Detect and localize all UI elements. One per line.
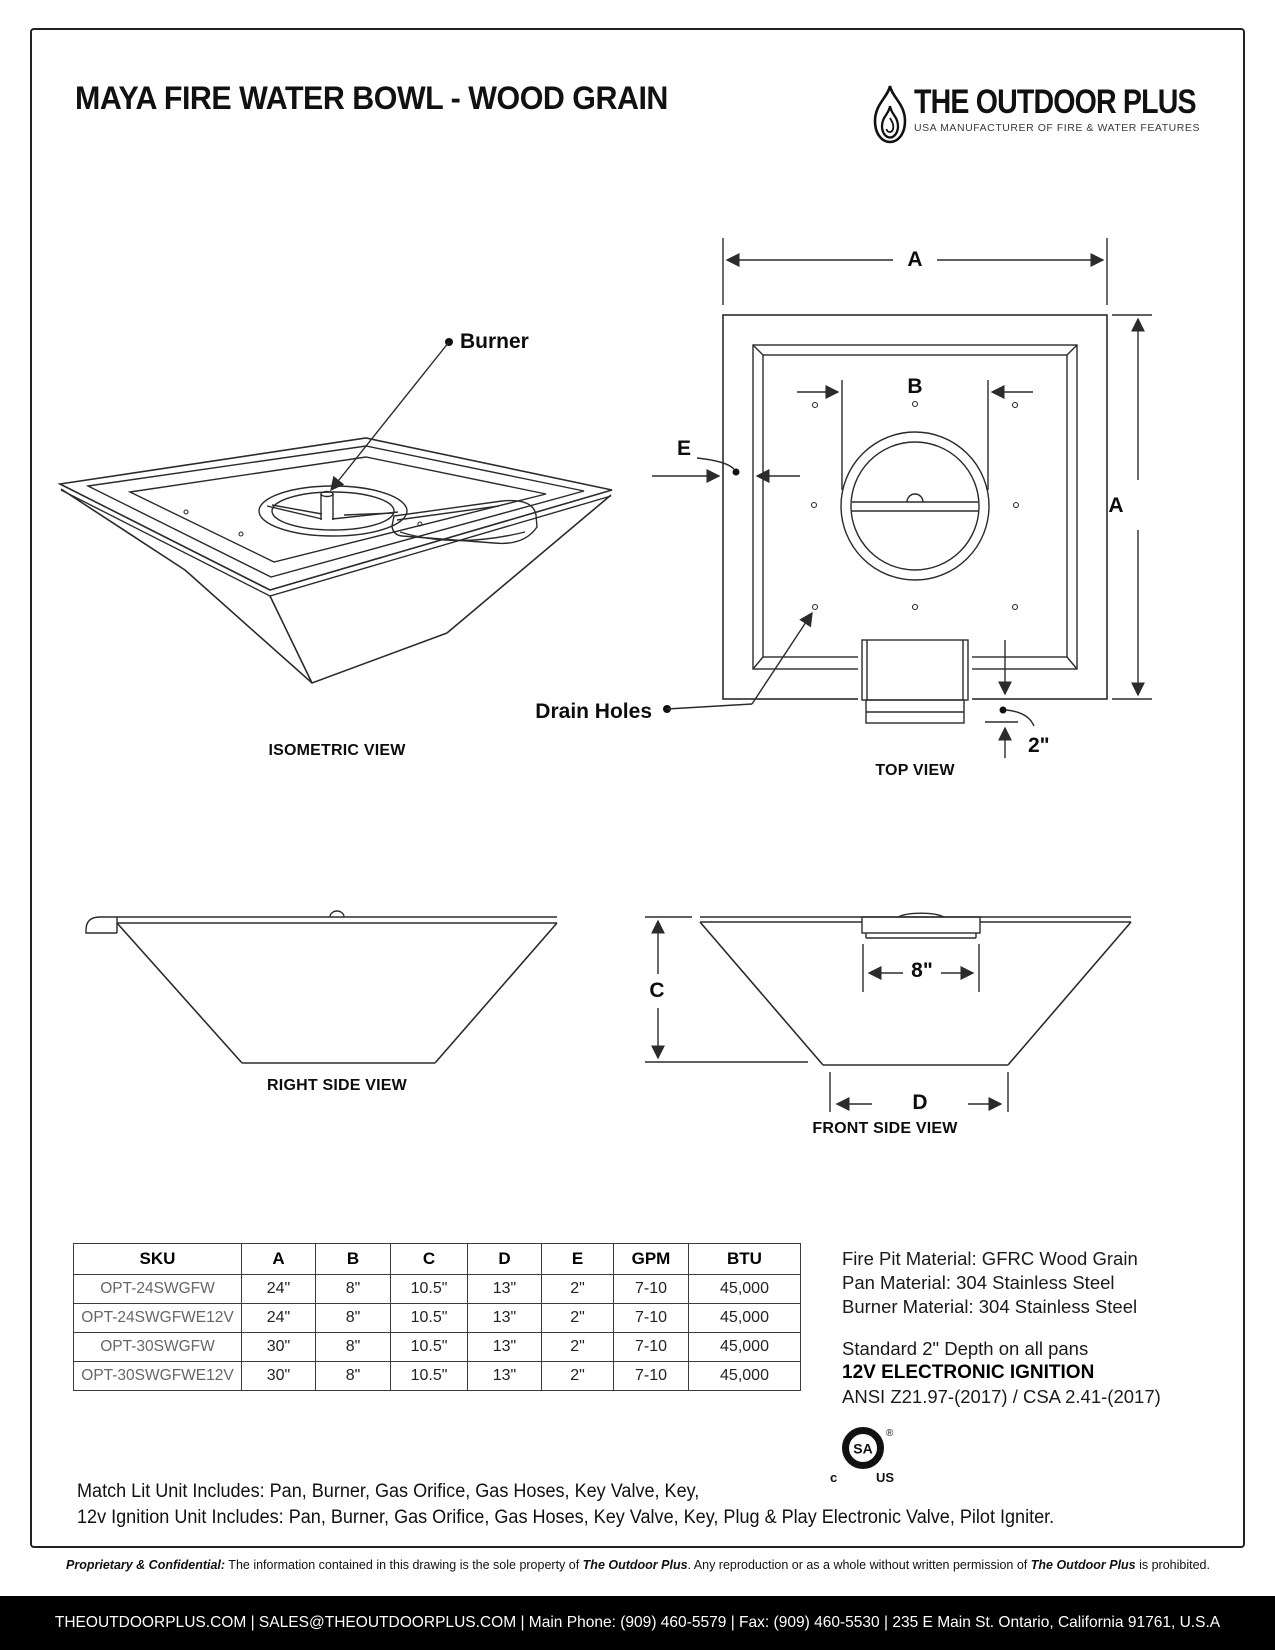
value-cell: 13" xyxy=(468,1362,542,1391)
value-cell: 8" xyxy=(316,1304,391,1333)
top-view-caption: TOP VIEW xyxy=(875,762,955,779)
dim-d-label: D xyxy=(912,1091,928,1114)
col-header-sku: SKU xyxy=(74,1244,242,1275)
page-title: MAYA FIRE WATER BOWL - WOOD GRAIN xyxy=(75,80,668,116)
value-cell: 7-10 xyxy=(614,1362,689,1391)
value-cell: 2" xyxy=(542,1333,614,1362)
proprietary-notice xyxy=(32,1558,1244,1572)
brand-name: THE OUTDOOR PLUS xyxy=(914,83,1196,121)
footer-contact-bar xyxy=(0,1596,1275,1650)
col-header-b: B xyxy=(316,1244,391,1275)
table-row xyxy=(74,1304,801,1333)
sku-cell: OPT-24SWGFW xyxy=(74,1275,242,1304)
col-header-d: D xyxy=(468,1244,542,1275)
value-cell: 45,000 xyxy=(689,1304,801,1333)
dim-spout-depth-label: 2" xyxy=(1028,734,1050,757)
dim-e-label: E xyxy=(676,437,691,460)
depth-note: Standard 2" Depth on all pans xyxy=(842,1338,1089,1359)
legal-brand2: The Outdoor Plus xyxy=(1030,1558,1136,1572)
material-pan: Pan Material: 304 Stainless Steel xyxy=(842,1272,1115,1293)
table-row xyxy=(74,1333,801,1362)
csa-mark-letters: SA xyxy=(853,1440,873,1457)
csa-certification-logo xyxy=(820,1422,916,1493)
ignition-12v-includes-line: 12v Ignition Unit Includes: Pan, Burner, Gas Orifice, Gas Hoses, Key Valve, Key, Plug & Play Electronic Valve, Pilot Igniter. xyxy=(77,1507,1055,1528)
value-cell: 7-10 xyxy=(614,1304,689,1333)
brand-tagline: USA MANUFACTURER OF FIRE & WATER FEATURES xyxy=(914,122,1201,134)
value-cell: 45,000 xyxy=(689,1362,801,1391)
table-row xyxy=(74,1362,801,1391)
value-cell: 30" xyxy=(242,1333,316,1362)
certification-note: ANSI Z21.97-(2017) / CSA 2.41-(2017) xyxy=(842,1386,1161,1407)
table-row xyxy=(74,1275,801,1304)
right-side-view-caption: RIGHT SIDE VIEW xyxy=(267,1077,407,1094)
value-cell: 10.5" xyxy=(391,1304,468,1333)
footer-contact-text: THEOUTDOORPLUS.COM | SALES@THEOUTDOORPLUS.COM | Main Phone: (909) 460-5579 | Fax: (909) 460-5530 | 235 E Main St. Ontario, California 91761, U.S.A xyxy=(54,1614,1221,1631)
csa-us-label: US xyxy=(876,1470,895,1485)
value-cell: 13" xyxy=(468,1275,542,1304)
value-cell: 2" xyxy=(542,1275,614,1304)
dim-b-label: B xyxy=(907,375,923,398)
dim-a-top-label: A xyxy=(907,248,923,271)
col-header-c: C xyxy=(391,1244,468,1275)
legal-body3: is prohibited. xyxy=(1135,1558,1210,1572)
col-header-a: A xyxy=(242,1244,316,1275)
material-burner: Burner Material: 304 Stainless Steel xyxy=(842,1296,1138,1317)
ignition-note: 12V ELECTRONIC IGNITION xyxy=(842,1362,1095,1383)
front-side-view-caption: FRONT SIDE VIEW xyxy=(812,1120,958,1137)
value-cell: 2" xyxy=(542,1362,614,1391)
legal-body2: . Any reproduction or as a whole without written permission of xyxy=(687,1558,1031,1572)
isometric-view-drawing xyxy=(60,338,612,683)
sku-cell: OPT-24SWGFWE12V xyxy=(74,1304,242,1333)
col-header-btu: BTU xyxy=(689,1244,801,1275)
value-cell: 10.5" xyxy=(391,1333,468,1362)
value-cell: 7-10 xyxy=(614,1333,689,1362)
spec-table-header-row xyxy=(74,1244,801,1275)
dim-c-label: C xyxy=(649,979,665,1002)
drain-holes-callout-label: Drain Holes xyxy=(535,700,652,723)
isometric-view-caption: ISOMETRIC VIEW xyxy=(268,742,406,759)
legal-prefix: Proprietary & Confidential: xyxy=(66,1558,226,1572)
value-cell: 13" xyxy=(468,1304,542,1333)
legal-body1: The information contained in this drawing is the sole property of xyxy=(225,1558,583,1572)
dim-a-right-label: A xyxy=(1108,494,1124,517)
sku-cell: OPT-30SWGFWE12V xyxy=(74,1362,242,1391)
match-lit-includes-line: Match Lit Unit Includes: Pan, Burner, Gas Orifice, Gas Hoses, Key Valve, Key, xyxy=(77,1481,700,1502)
legal-brand1: The Outdoor Plus xyxy=(582,1558,688,1572)
value-cell: 30" xyxy=(242,1362,316,1391)
value-cell: 8" xyxy=(316,1275,391,1304)
col-header-e: E xyxy=(542,1244,614,1275)
value-cell: 10.5" xyxy=(391,1275,468,1304)
value-cell: 13" xyxy=(468,1333,542,1362)
value-cell: 10.5" xyxy=(391,1362,468,1391)
front-side-view-drawing xyxy=(645,913,1131,1112)
right-side-view-drawing xyxy=(86,911,557,1063)
burner-callout-label: Burner xyxy=(460,330,529,353)
spec-table xyxy=(73,1243,801,1391)
value-cell: 45,000 xyxy=(689,1275,801,1304)
value-cell: 8" xyxy=(316,1362,391,1391)
value-cell: 7-10 xyxy=(614,1275,689,1304)
csa-registered-symbol: ® xyxy=(886,1428,894,1439)
value-cell: 24" xyxy=(242,1304,316,1333)
value-cell: 2" xyxy=(542,1304,614,1333)
sku-cell: OPT-30SWGFW xyxy=(74,1333,242,1362)
value-cell: 8" xyxy=(316,1333,391,1362)
csa-c-label: c xyxy=(830,1470,838,1485)
col-header-gpm: GPM xyxy=(614,1244,689,1275)
material-fire-pit: Fire Pit Material: GFRC Wood Grain xyxy=(842,1248,1138,1269)
value-cell: 45,000 xyxy=(689,1333,801,1362)
dim-spout-width-label: 8" xyxy=(911,959,933,982)
value-cell: 24" xyxy=(242,1275,316,1304)
top-view-drawing xyxy=(652,238,1152,758)
